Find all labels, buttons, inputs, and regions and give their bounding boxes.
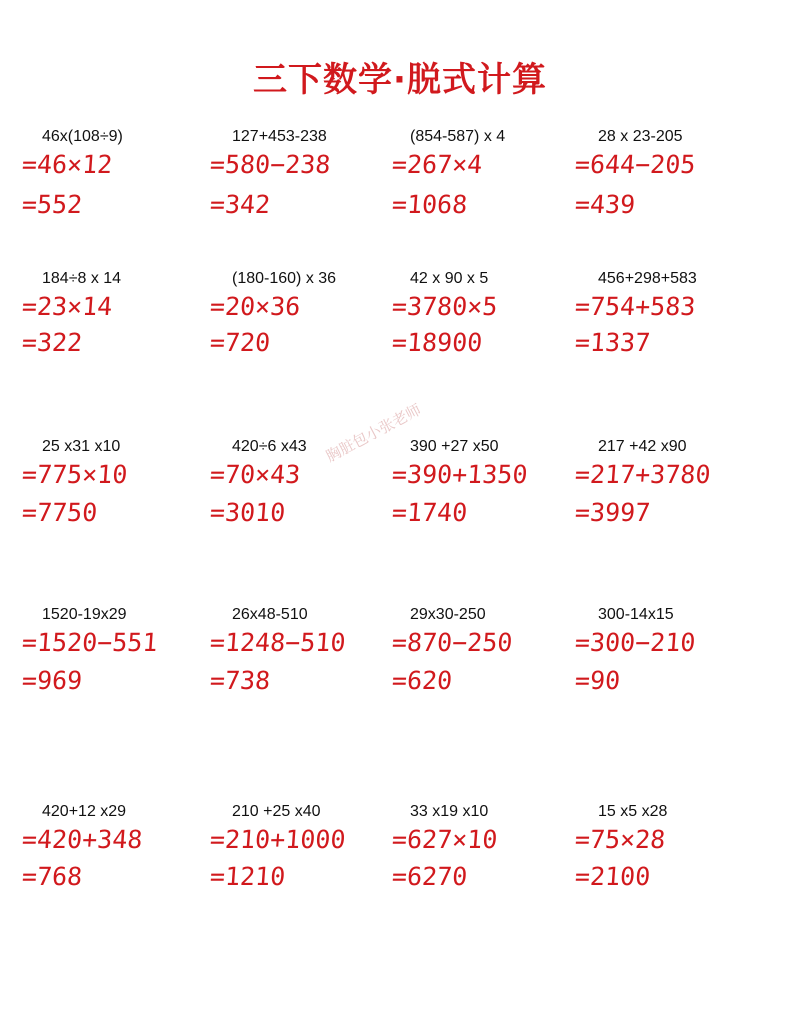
solution-step-2: =768 — [20, 862, 84, 891]
problem-expression: 46x(108÷9) — [42, 128, 123, 145]
solution-step-2: =1068 — [390, 190, 469, 219]
problem-expression: (180-160) x 36 — [232, 270, 337, 287]
solution-step-1: =23×14 — [20, 292, 114, 321]
problem-expression: 33 x19 x10 — [410, 803, 489, 820]
problem-expression: 42 x 90 x 5 — [410, 270, 489, 287]
solution-step-1: =3780×5 — [390, 292, 499, 321]
solution-step-1: =20×36 — [208, 292, 302, 321]
problem-expression: 1520-19x29 — [42, 606, 127, 623]
solution-step-1: =210+1000 — [208, 825, 347, 854]
solution-step-2: =18900 — [390, 328, 484, 357]
problem-expression: 217 +42 x90 — [598, 438, 687, 455]
problem-expression: 127+453-238 — [232, 128, 327, 145]
solution-step-1: =754+583 — [573, 292, 697, 321]
problem-expression: (854-587) x 4 — [410, 128, 506, 145]
solution-step-2: =7750 — [20, 498, 99, 527]
solution-step-1: =627×10 — [390, 825, 499, 854]
solution-step-2: =552 — [20, 190, 84, 219]
solution-step-2: =969 — [20, 666, 84, 695]
solution-step-1: =70×43 — [208, 460, 302, 489]
problem-expression: 456+298+583 — [598, 270, 697, 287]
watermark: 胸脏包小张老师 — [322, 400, 425, 466]
solution-step-2: =720 — [208, 328, 272, 357]
solution-step-1: =775×10 — [20, 460, 129, 489]
solution-step-2: =90 — [573, 666, 622, 695]
problem-expression: 390 +27 x50 — [410, 438, 499, 455]
problem-expression: 28 x 23-205 — [598, 128, 683, 145]
solution-step-2: =3010 — [208, 498, 287, 527]
solution-step-1: =580−238 — [208, 150, 332, 179]
problem-expression: 15 x5 x28 — [598, 803, 668, 820]
solution-step-2: =1337 — [573, 328, 652, 357]
problem-expression: 29x30-250 — [410, 606, 486, 623]
solution-step-1: =870−250 — [390, 628, 514, 657]
problem-expression: 26x48-510 — [232, 606, 308, 623]
solution-step-1: =217+3780 — [573, 460, 712, 489]
solution-step-1: =1248−510 — [208, 628, 347, 657]
solution-step-1: =644−205 — [573, 150, 697, 179]
problem-expression: 184÷8 x 14 — [42, 270, 122, 287]
solution-step-2: =322 — [20, 328, 84, 357]
solution-step-1: =267×4 — [390, 150, 484, 179]
solution-step-2: =1210 — [208, 862, 287, 891]
solution-step-1: =390+1350 — [390, 460, 529, 489]
solution-step-1: =75×28 — [573, 825, 667, 854]
problem-expression: 420+12 x29 — [42, 803, 127, 820]
problem-expression: 300-14x15 — [598, 606, 674, 623]
problem-expression: 25 x31 x10 — [42, 438, 121, 455]
problem-expression: 210 +25 x40 — [232, 803, 321, 820]
solution-step-2: =1740 — [390, 498, 469, 527]
solution-step-2: =620 — [390, 666, 454, 695]
solution-step-1: =300−210 — [573, 628, 697, 657]
solution-step-2: =738 — [208, 666, 272, 695]
solution-step-2: =2100 — [573, 862, 652, 891]
solution-step-2: =439 — [573, 190, 637, 219]
problem-expression: 420÷6 x43 — [232, 438, 307, 455]
solution-step-1: =1520−551 — [20, 628, 159, 657]
solution-step-2: =342 — [208, 190, 272, 219]
page-title: 三下数学·脱式计算 — [253, 60, 547, 100]
solution-step-2: =6270 — [390, 862, 469, 891]
solution-step-2: =3997 — [573, 498, 652, 527]
solution-step-1: =420+348 — [20, 825, 144, 854]
solution-step-1: =46×12 — [20, 150, 114, 179]
